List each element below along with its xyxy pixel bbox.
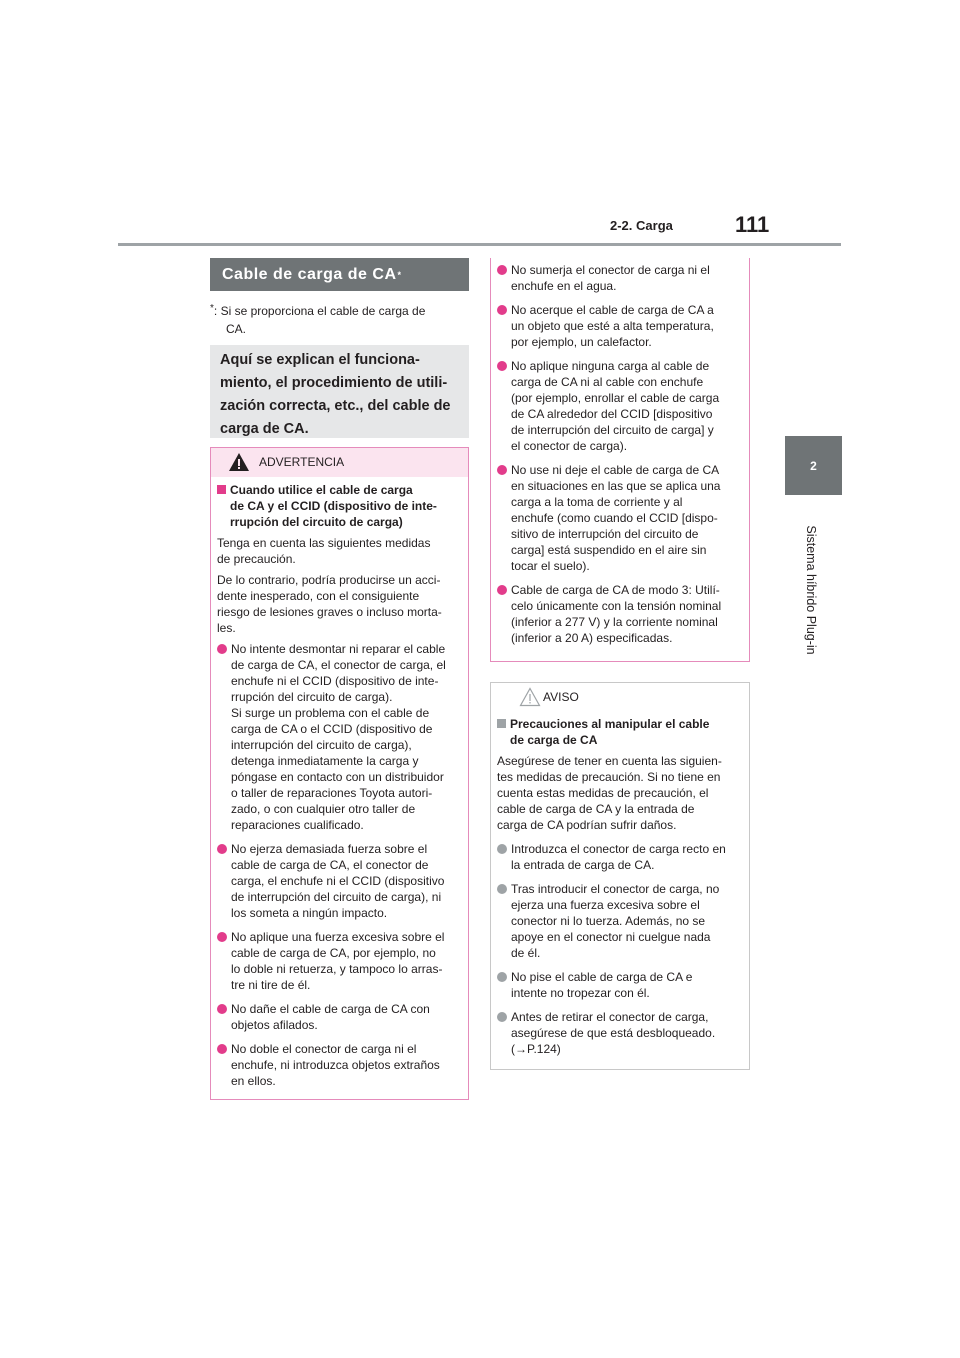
- list-item-text: No acerque el cable de carga de CA a un objeto que esté a alta temperatura, por ejemplo, un calefactor.: [511, 303, 714, 349]
- footnote-line1: : Si se proporciona el cable de carga de: [213, 304, 426, 318]
- warning-paragraph: Tenga en cuenta las siguientes medidas de precaución.: [217, 536, 431, 566]
- list-item: [497, 841, 741, 873]
- page-number: 111: [735, 212, 770, 237]
- list-item: [497, 582, 741, 646]
- list-item-text: No sumerja el conector de carga ni el enchufe en el agua.: [511, 263, 710, 293]
- list-item: [497, 262, 741, 294]
- list-item: [497, 462, 741, 574]
- footnote-marker: *: [397, 269, 402, 280]
- warning-triangle-icon: [228, 452, 250, 472]
- footnote-symbol: *: [210, 303, 214, 314]
- warning-box: [210, 447, 469, 1100]
- list-item: [217, 641, 460, 833]
- list-item-text: No doble el conector de carga ni el enchufe, ni introduzca objetos extraños en ellos.: [231, 1042, 440, 1088]
- notice-heading-text: Precauciones al manipular el cable de carga de CA: [510, 717, 710, 747]
- notice-header: [491, 683, 749, 711]
- warning-header: [211, 448, 468, 477]
- list-item-text: Tras introducir el conector de carga, no ejerza una fuerza excesiva sobre el conector ni lo tuerza. Además, no se apoye en el conector ni cuelgue nada de él.: [511, 882, 720, 960]
- list-item-text: No dañe el cable de carga de CA con objetos afilados.: [231, 1002, 430, 1032]
- square-bullet-icon: [217, 485, 226, 494]
- list-item-text: No aplique ninguna carga al cable de carga de CA ni al cable con enchufe (por ejemplo, enrollar el cable de carga de CA alrededor del CCID [dispositivo de interrupción del circuito de carga] y el conector de carga).: [511, 359, 720, 453]
- intro-line: Aquí se explican el funciona-: [220, 352, 420, 368]
- list-item: [217, 1001, 460, 1033]
- bullet-dot-icon: [217, 1044, 227, 1054]
- list-item-text: No aplique una fuerza excesiva sobre el cable de carga de CA, por ejemplo, no lo doble ni retuerza, y tampoco lo arras- tre ni tire de él.: [231, 930, 445, 992]
- notice-heading: [497, 716, 741, 748]
- bullet-dot-icon: [217, 644, 227, 654]
- chapter-label-text: Sistema híbrido Plug-in: [804, 525, 818, 655]
- bullet-dot-icon: [497, 585, 507, 595]
- warning-label: ADVERTENCIA: [259, 455, 345, 469]
- bullet-dot-icon: [217, 844, 227, 854]
- warning-paragraph: De lo contrario, podría producirse un acci- dente inesperado, con el consiguiente riesgo de lesiones graves o incluso morta- les.: [217, 573, 442, 635]
- warning-heading: [217, 482, 460, 530]
- intro-line: carga de CA.: [220, 421, 309, 437]
- chapter-tab: 2: [785, 436, 842, 495]
- warning-box-continued: [490, 258, 750, 662]
- list-item: [497, 302, 741, 350]
- intro-line: zación correcta, etc., del cable de: [220, 398, 451, 414]
- chapter-side-label: [771, 515, 851, 665]
- list-item: [497, 358, 741, 454]
- list-item: [217, 929, 460, 993]
- notice-box: [490, 682, 750, 1070]
- bullet-dot-icon: [497, 465, 507, 475]
- footnote-line2: CA.: [226, 322, 247, 336]
- list-item: [497, 969, 741, 1001]
- list-item-text: Cable de carga de CA de modo 3: Utilí- celo únicamente con la tensión nominal (inferior a 277 V) y la corriente nominal (inferior a 20 A) especificadas.: [511, 583, 722, 645]
- section-title: 2-2. Carga: [610, 218, 673, 233]
- list-item: [497, 881, 741, 961]
- bullet-dot-icon: [497, 844, 507, 854]
- list-item-text: Antes de retirar el conector de carga, asegúrese de que está desbloqueado. (→P.124): [511, 1010, 716, 1056]
- bullet-dot-icon: [217, 1004, 227, 1014]
- warning-heading-text: Cuando utilice el cable de carga de CA y el CCID (dispositivo de inte- rrupción del circuito de carga): [230, 483, 437, 529]
- list-item: [217, 1041, 460, 1089]
- bullet-dot-icon: [497, 884, 507, 894]
- list-item: [497, 1009, 741, 1057]
- bullet-dot-icon: [497, 972, 507, 982]
- list-item-text: No ejerza demasiada fuerza sobre el cable de carga de CA, el conector de carga, el enchufe ni el CCID (dispositivo de interrupción del circuito de carga), ni los someta a ningún impacto.: [231, 842, 445, 920]
- intro-line: miento, el procedimiento de utili-: [220, 375, 448, 391]
- list-item-text: Introduzca el conector de carga recto en la entrada de carga de CA.: [511, 842, 726, 872]
- list-item-text: No pise el cable de carga de CA e intente no tropezar con él.: [511, 970, 693, 1000]
- notice-paragraph: Asegúrese de tener en cuenta las siguien- tes medidas de precaución. Si no tiene en cuenta estas medidas de precaución, el cable de carga de CA y la entrada de carga de CA podrían sufrir daños.: [497, 754, 722, 832]
- intro-box: [210, 345, 469, 438]
- list-item-text: No use ni deje el cable de carga de CA en situaciones en las que se aplica una carga a la toma de corriente y al enchufe (como cuando el CCID [dispo- sitivo de interrupción del circuito de carga] está suspendido en el aire sin tocar el suelo).: [511, 463, 721, 573]
- bullet-dot-icon: [497, 361, 507, 371]
- square-bullet-icon: [497, 719, 506, 728]
- list-item-text: No intente desmontar ni reparar el cable de carga de CA, el conector de carga, el enchufe ni el CCID (dispositivo de inte- rrupción del circuito de carga). Si surge un problema con el cable de carga de CA o el CCID (dispositivo de interrupción del circuito de carga), detenga inmediatamente la carga y póngase en contacto con un distribuidor o taller de reparaciones Toyota autori- zado, o con cualquier otro taller de reparaciones cualificado.: [231, 642, 446, 832]
- bullet-dot-icon: [497, 265, 507, 275]
- notice-label: AVISO: [543, 690, 579, 704]
- footnote: [210, 300, 465, 338]
- bullet-dot-icon: [497, 1012, 507, 1022]
- header-divider: [118, 243, 841, 246]
- list-item: [217, 841, 460, 921]
- section-heading: [210, 258, 469, 291]
- section-heading-text: Cable de carga de CA: [222, 265, 397, 283]
- caution-triangle-icon: [519, 687, 541, 707]
- bullet-dot-icon: [497, 305, 507, 315]
- bullet-dot-icon: [217, 932, 227, 942]
